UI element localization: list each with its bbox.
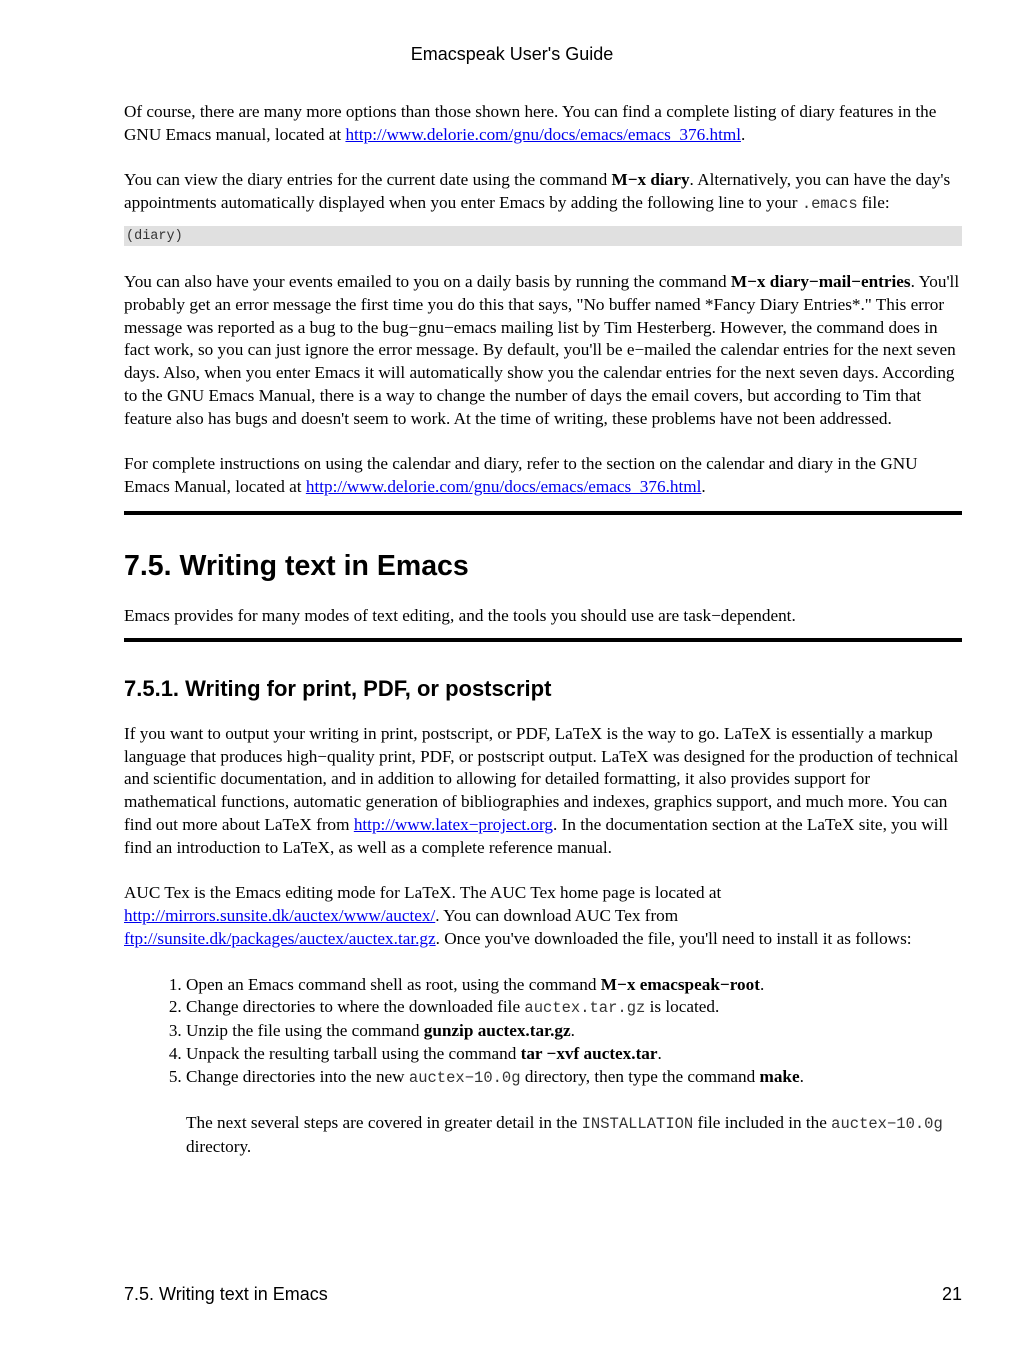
list-item: 1. Open an Emacs command shell as root, using the command M−x emacspeak−root. [186,974,962,997]
section-intro: Emacs provides for many modes of text editing, and the tools you should use are task−dependent. [124,605,796,625]
running-footer [124,1284,962,1305]
section-title: 7.5. Writing text in Emacs [124,549,469,582]
install-note: The next several steps are covered in greater detail in the INSTALLATION file included in the auctex−10.0g directory. [186,1113,943,1157]
page-content [124,101,962,1159]
paragraph-diary-options: Of course, there are many more options than those shown here. You can find a complete listing of diary features in the GNU Emacs manual, located at http://www.delorie.com/gnu/docs/emacs/emacs_376.html. [124,102,937,144]
link-emacs-manual-2[interactable]: http://www.delorie.com/gnu/docs/emacs/emacs_376.html [305,477,702,497]
code-block-diary: (diary) [124,226,962,246]
list-item: 3. Unzip the file using the command gunzip auctex.tar.gz. [186,1020,962,1043]
paragraph-auctex: AUC Tex is the Emacs editing mode for LaTeX. The AUC Tex home page is located at http://mirrors.sunsite.dk/auctex/www/auctex/. You can download AUC Tex from ftp://sunsite.dk/packages/auctex/auctex.tar.gz. Once you've downloaded the file, you'll need to install it as follows: [124,883,912,948]
command-diary-mail-entries: M−x diary−mail−entries [730,271,911,291]
section-divider [124,511,962,515]
footer-section: 7.5. Writing text in Emacs [124,1284,328,1304]
list-item: 2. Change directories to where the downloaded file auctex.tar.gz is located. [186,996,962,1020]
paragraph-complete-instructions: For complete instructions on using the calendar and diary, refer to the section on the calendar and diary in the GNU Emacs Manual, located at http://www.delorie.com/gnu/docs/emacs/emacs_376.html. [124,454,918,497]
paragraph-latex: If you want to output your writing in print, postscript, or PDF, LaTeX is the way to go. LaTeX is essentially a markup language that produces high−quality print, PDF, or postscript output. LaTeX was designed for the production of technical and scientific documentation, and in addition to allowing for detailed formatting, it also provides support for mathematical functions, automatic generation of bibliographies and indexes, graphics support, and much more. You can find out more about LaTeX from http://www.latex−project.org. In the documentation section at the LaTeX site, you will find an introduction to LaTeX, as well as a complete reference manual. [124,723,959,857]
paragraph-diary-mail: You can also have your events emailed to you on a daily basis by running the command M−x diary−mail−entries. You'll probably get an error message the first time you do this that says, "No buffer named *Fancy Diary Entries*." This error message was reported as a bug to the bug−gnu−emacs mailing list by Tim Hesterberg. However, the command does in fact work, so you can just ignore the error message. By default, you'll be e−mailed the calendar entries for the next seven days. Also, when you enter Emacs it will automatically show you the calendar entries for the next seven days. According to the GNU Emacs Manual, there is a way to change the number of days the email covers, but according to Tim that feature also has bugs and doesn't seem to work. At the time of writing, these problems have not been addressed. [124,271,960,428]
link-auctex-download[interactable]: ftp://sunsite.dk/packages/auctex/auctex.tar.gz [124,928,436,948]
filename-emacs: .emacs [801,195,858,214]
list-item: 5. Change directories into the new auctex−10.0g directory, then type the command make. [186,1066,962,1090]
install-steps-list [124,974,962,1090]
subsection-divider [124,638,962,642]
paragraph-view-diary: You can view the diary entries for the current date using the command M−x diary. Alternatively, you can have the day's appointments automatically displayed when you enter Emacs by adding the following line to your .emacs file: [124,170,951,214]
command-m-x-diary: M−x diary [611,170,690,190]
running-header: Emacspeak User's Guide [410,44,614,64]
list-item: 4. Unpack the resulting tarball using the command tar −xvf auctex.tar. [186,1043,962,1066]
subsection-title: 7.5.1. Writing for print, PDF, or postscript [124,675,552,701]
link-emacs-manual[interactable]: http://www.delorie.com/gnu/docs/emacs/emacs_376.html [345,124,741,144]
link-latex-project[interactable]: http://www.latex−project.org [353,814,554,834]
page-number: 21 [941,1284,962,1304]
link-auctex-home[interactable]: http://mirrors.sunsite.dk/auctex/www/auctex/ [124,906,436,926]
